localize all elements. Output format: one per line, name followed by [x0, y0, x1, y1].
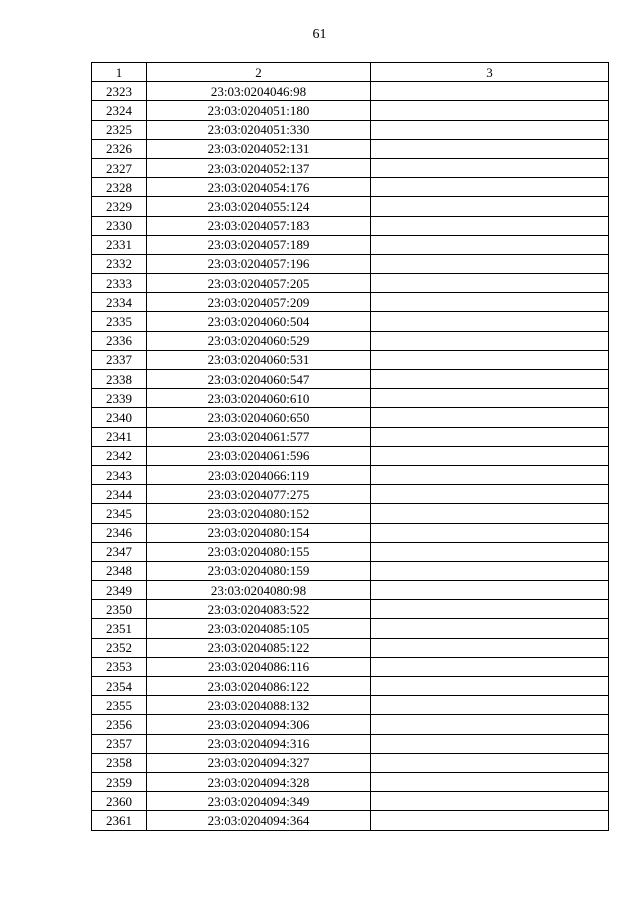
note-cell	[371, 523, 609, 542]
note-cell	[371, 753, 609, 772]
cadastral-number-cell: 23:03:0204083:522	[147, 600, 371, 619]
cadastral-number-cell: 23:03:0204086:116	[147, 657, 371, 676]
cadastral-number-cell: 23:03:0204054:176	[147, 178, 371, 197]
row-number-cell: 2350	[92, 600, 147, 619]
note-cell	[371, 216, 609, 235]
cadastral-number-cell: 23:03:0204052:137	[147, 158, 371, 177]
cadastral-number-cell: 23:03:0204066:119	[147, 465, 371, 484]
cadastral-number-cell: 23:03:0204077:275	[147, 485, 371, 504]
cadastral-number-cell: 23:03:0204051:180	[147, 101, 371, 120]
table-row	[92, 600, 609, 619]
note-cell	[371, 139, 609, 158]
column-header-2: 2	[147, 63, 371, 82]
cadastral-number-cell: 23:03:0204057:183	[147, 216, 371, 235]
table-row	[92, 485, 609, 504]
table-row	[92, 504, 609, 523]
row-number-cell: 2335	[92, 312, 147, 331]
row-number-cell: 2326	[92, 139, 147, 158]
row-number-cell: 2348	[92, 561, 147, 580]
cadastral-number-cell: 23:03:0204057:189	[147, 235, 371, 254]
table-row	[92, 331, 609, 350]
cadastral-number-cell: 23:03:0204057:196	[147, 254, 371, 273]
table-row	[92, 446, 609, 465]
row-number-cell: 2338	[92, 370, 147, 389]
note-cell	[371, 542, 609, 561]
row-number-cell: 2344	[92, 485, 147, 504]
row-number-cell: 2331	[92, 235, 147, 254]
note-cell	[371, 120, 609, 139]
cadastral-number-cell: 23:03:0204057:205	[147, 274, 371, 293]
note-cell	[371, 331, 609, 350]
table-header	[92, 63, 609, 82]
cadastral-number-cell: 23:03:0204094:316	[147, 734, 371, 753]
row-number-cell: 2359	[92, 772, 147, 791]
table-row	[92, 427, 609, 446]
table-row	[92, 619, 609, 638]
note-cell	[371, 715, 609, 734]
cadastral-number-cell: 23:03:0204094:349	[147, 792, 371, 811]
table-row	[92, 158, 609, 177]
cadastral-number-cell: 23:03:0204085:105	[147, 619, 371, 638]
note-cell	[371, 293, 609, 312]
row-number-cell: 2355	[92, 696, 147, 715]
note-cell	[371, 811, 609, 830]
header-row	[92, 63, 609, 82]
row-number-cell: 2324	[92, 101, 147, 120]
cadastral-number-cell: 23:03:0204080:155	[147, 542, 371, 561]
note-cell	[371, 561, 609, 580]
column-header-3: 3	[371, 63, 609, 82]
row-number-cell: 2330	[92, 216, 147, 235]
row-number-cell: 2340	[92, 408, 147, 427]
cadastral-number-cell: 23:03:0204060:650	[147, 408, 371, 427]
note-cell	[371, 178, 609, 197]
table-row	[92, 254, 609, 273]
table-row	[92, 696, 609, 715]
cadastral-number-cell: 23:03:0204080:159	[147, 561, 371, 580]
note-cell	[371, 101, 609, 120]
cadastral-number-cell: 23:03:0204094:306	[147, 715, 371, 734]
note-cell	[371, 619, 609, 638]
cadastral-number-cell: 23:03:0204085:122	[147, 638, 371, 657]
table-row	[92, 753, 609, 772]
row-number-cell: 2333	[92, 274, 147, 293]
row-number-cell: 2325	[92, 120, 147, 139]
row-number-cell: 2345	[92, 504, 147, 523]
note-cell	[371, 677, 609, 696]
table-row	[92, 370, 609, 389]
cadastral-number-cell: 23:03:0204061:596	[147, 446, 371, 465]
row-number-cell: 2351	[92, 619, 147, 638]
row-number-cell: 2360	[92, 792, 147, 811]
note-cell	[371, 389, 609, 408]
note-cell	[371, 581, 609, 600]
row-number-cell: 2346	[92, 523, 147, 542]
note-cell	[371, 197, 609, 216]
row-number-cell: 2361	[92, 811, 147, 830]
row-number-cell: 2327	[92, 158, 147, 177]
cadastral-number-cell: 23:03:0204051:330	[147, 120, 371, 139]
row-number-cell: 2353	[92, 657, 147, 676]
cadastral-number-cell: 23:03:0204060:610	[147, 389, 371, 408]
table-row	[92, 408, 609, 427]
row-number-cell: 2336	[92, 331, 147, 350]
note-cell	[371, 696, 609, 715]
cadastral-number-cell: 23:03:0204080:98	[147, 581, 371, 600]
row-number-cell: 2349	[92, 581, 147, 600]
table-row	[92, 350, 609, 369]
note-cell	[371, 235, 609, 254]
cadastral-number-cell: 23:03:0204060:529	[147, 331, 371, 350]
row-number-cell: 2329	[92, 197, 147, 216]
table-row	[92, 293, 609, 312]
row-number-cell: 2347	[92, 542, 147, 561]
note-cell	[371, 772, 609, 791]
note-cell	[371, 485, 609, 504]
table-row	[92, 197, 609, 216]
table-row	[92, 389, 609, 408]
row-number-cell: 2334	[92, 293, 147, 312]
table-row	[92, 120, 609, 139]
row-number-cell: 2341	[92, 427, 147, 446]
row-number-cell: 2352	[92, 638, 147, 657]
note-cell	[371, 254, 609, 273]
cadastral-number-cell: 23:03:0204060:547	[147, 370, 371, 389]
table-row	[92, 715, 609, 734]
row-number-cell: 2328	[92, 178, 147, 197]
table-row	[92, 792, 609, 811]
note-cell	[371, 350, 609, 369]
table-row	[92, 178, 609, 197]
note-cell	[371, 734, 609, 753]
table-row	[92, 235, 609, 254]
cadastral-number-cell: 23:03:0204057:209	[147, 293, 371, 312]
row-number-cell: 2358	[92, 753, 147, 772]
note-cell	[371, 274, 609, 293]
table-row	[92, 274, 609, 293]
row-number-cell: 2354	[92, 677, 147, 696]
table-row	[92, 561, 609, 580]
table-row	[92, 581, 609, 600]
table-row	[92, 811, 609, 830]
note-cell	[371, 158, 609, 177]
cadastral-number-cell: 23:03:0204046:98	[147, 82, 371, 101]
cadastral-number-cell: 23:03:0204055:124	[147, 197, 371, 216]
table-row	[92, 82, 609, 101]
note-cell	[371, 408, 609, 427]
note-cell	[371, 370, 609, 389]
table-row	[92, 542, 609, 561]
cadastral-number-cell: 23:03:0204088:132	[147, 696, 371, 715]
table-row	[92, 312, 609, 331]
cadastral-number-cell: 23:03:0204052:131	[147, 139, 371, 158]
table-row	[92, 772, 609, 791]
row-number-cell: 2332	[92, 254, 147, 273]
table-row	[92, 657, 609, 676]
cadastral-number-cell: 23:03:0204094:364	[147, 811, 371, 830]
table-row	[92, 216, 609, 235]
row-number-cell: 2339	[92, 389, 147, 408]
row-number-cell: 2357	[92, 734, 147, 753]
table-row	[92, 677, 609, 696]
table-row	[92, 523, 609, 542]
note-cell	[371, 446, 609, 465]
note-cell	[371, 82, 609, 101]
cadastral-number-cell: 23:03:0204061:577	[147, 427, 371, 446]
cadastral-number-cell: 23:03:0204094:328	[147, 772, 371, 791]
note-cell	[371, 638, 609, 657]
note-cell	[371, 657, 609, 676]
table-row	[92, 734, 609, 753]
row-number-cell: 2343	[92, 465, 147, 484]
note-cell	[371, 465, 609, 484]
cadastral-number-cell: 23:03:0204094:327	[147, 753, 371, 772]
cadastral-number-cell: 23:03:0204080:152	[147, 504, 371, 523]
row-number-cell: 2337	[92, 350, 147, 369]
cadastral-number-cell: 23:03:0204080:154	[147, 523, 371, 542]
table-row	[92, 465, 609, 484]
data-table	[91, 62, 609, 831]
note-cell	[371, 312, 609, 331]
page-number: 61	[312, 27, 327, 42]
cadastral-number-cell: 23:03:0204086:122	[147, 677, 371, 696]
row-number-cell: 2356	[92, 715, 147, 734]
note-cell	[371, 427, 609, 446]
row-number-cell: 2342	[92, 446, 147, 465]
table-body	[92, 82, 609, 830]
table-row	[92, 638, 609, 657]
table-row	[92, 101, 609, 120]
row-number-cell: 2323	[92, 82, 147, 101]
note-cell	[371, 600, 609, 619]
note-cell	[371, 792, 609, 811]
column-header-1: 1	[92, 63, 147, 82]
note-cell	[371, 504, 609, 523]
table-row	[92, 139, 609, 158]
cadastral-number-cell: 23:03:0204060:531	[147, 350, 371, 369]
cadastral-number-cell: 23:03:0204060:504	[147, 312, 371, 331]
